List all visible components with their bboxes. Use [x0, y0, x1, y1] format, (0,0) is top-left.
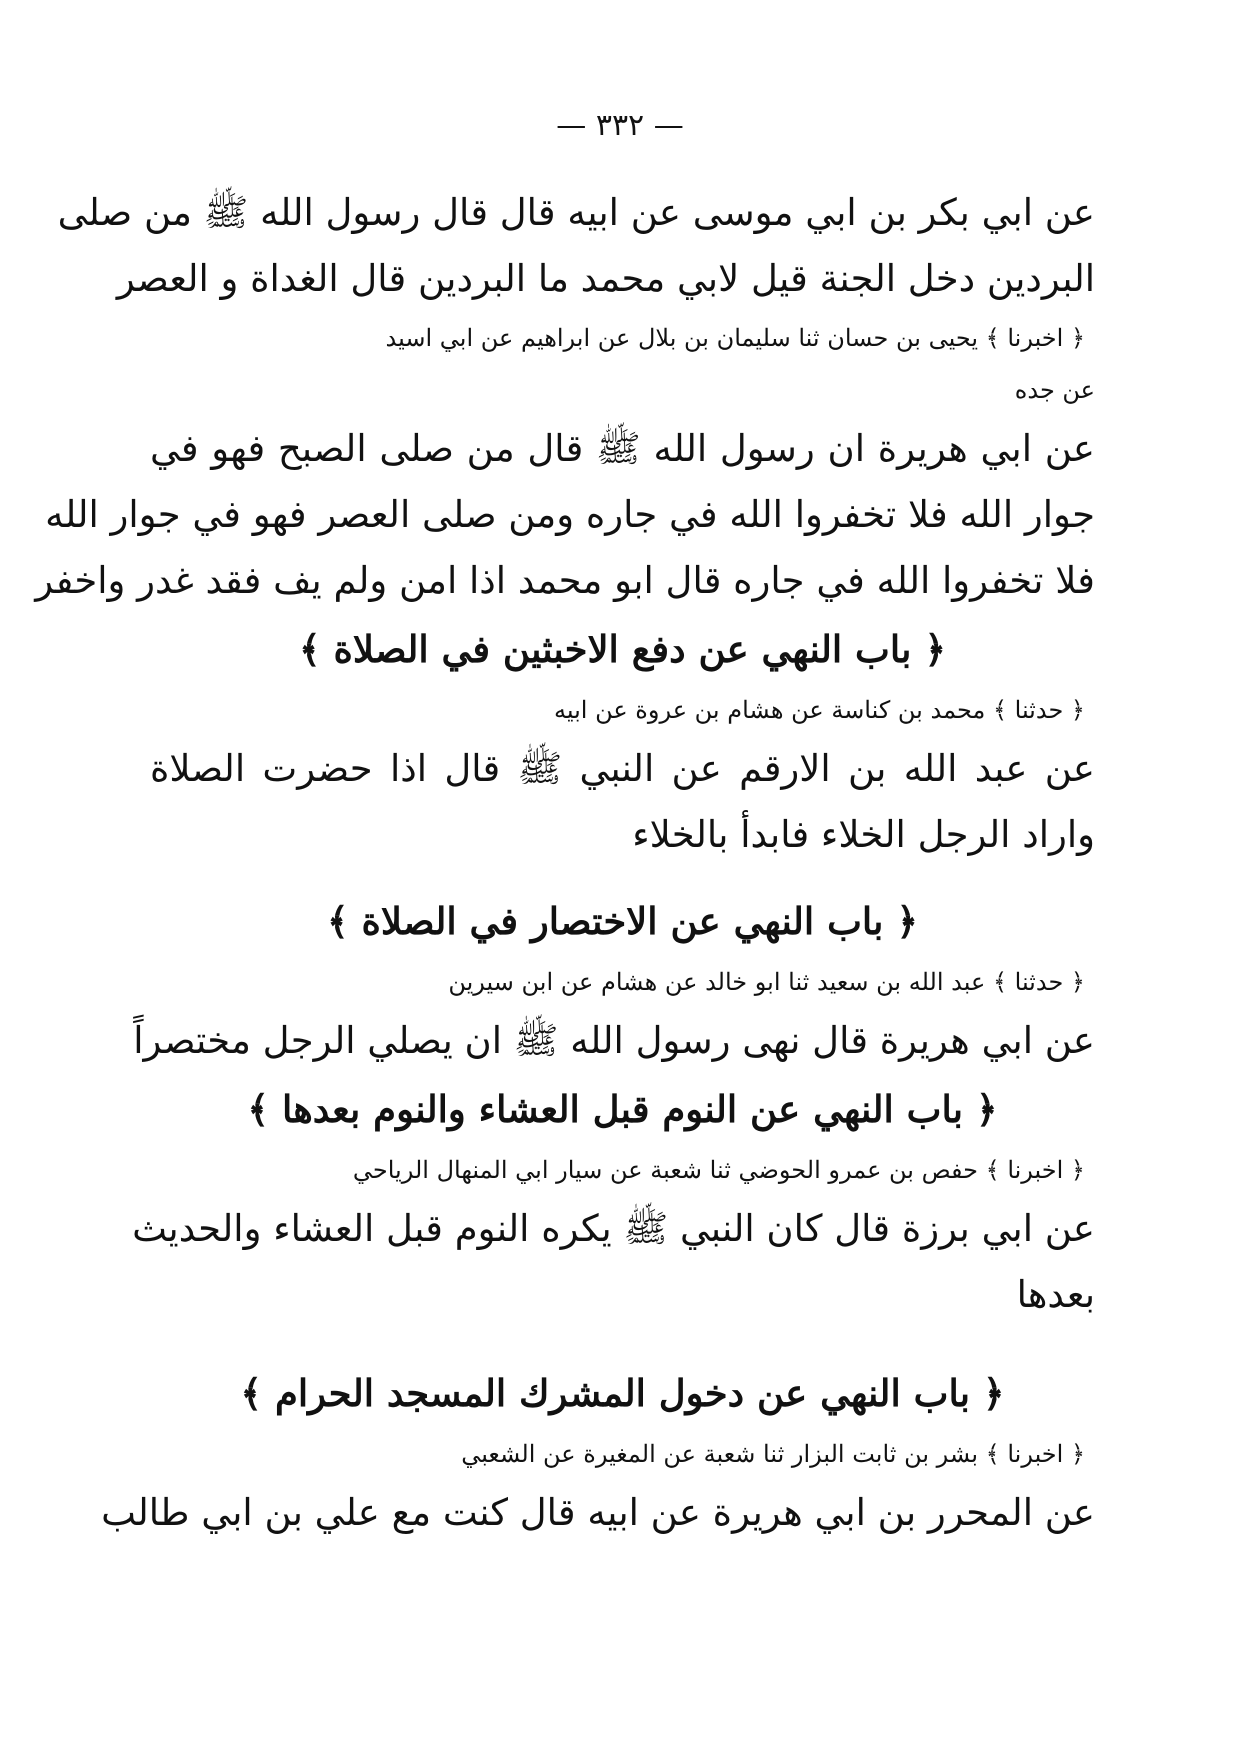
section-gap — [150, 868, 1095, 886]
chapter-heading: ﴿ باب النهي عن دفع الاخبثين في الصلاة ﴾ — [298, 627, 947, 671]
isnad-line: ﴿ اخبرنا ﴾ حفص بن عمرو الحوضي ثنا شعبة عن سيار ابي المنهال الرياحي — [352, 1156, 1085, 1184]
chapter-heading: ﴿ باب النهي عن النوم قبل العشاء والنوم بعدها ﴾ — [247, 1087, 998, 1131]
hadith-line: واراد الرجل الخلاء فابدأ بالخلاء — [632, 813, 1095, 856]
hadith-line: عن ابي هريرة قال نهى رسول الله ﷺ ان يصلي الرجل مختصراً — [133, 1019, 1095, 1062]
isnad-line: ﴿ اخبرنا ﴾ بشر بن ثابت البزار ثنا شعبة عن المغيرة عن الشعبي — [461, 1440, 1085, 1468]
hadith-line: فلا تخفروا الله في جاره قال ابو محمد اذا امن ولم يف فقد غدر واخفر — [35, 559, 1095, 602]
section-gap — [150, 1328, 1095, 1358]
hadith-line: عن ابي هريرة ان رسول الله ﷺ قال من صلى الصبح فهو في — [150, 427, 1095, 470]
hadith-line: بعدها — [1016, 1273, 1095, 1316]
hadith-line: عن ابي بكر بن ابي موسى عن ابيه قال قال رسول الله ﷺ من صلى — [57, 191, 1095, 234]
hadith-line: عن عبد الله بن الارقم عن النبي ﷺ قال اذا حضرت الصلاة — [150, 747, 1095, 790]
isnad-line: عن جده — [1014, 376, 1095, 404]
isnad-line: ﴿ حدثنا ﴾ محمد بن كناسة عن هشام بن عروة عن ابيه — [554, 696, 1085, 724]
hadith-line: عن ابي برزة قال كان النبي ﷺ يكره النوم قبل العشاء والحديث — [132, 1207, 1095, 1250]
page-body — [35, 180, 1095, 1546]
chapter-heading: ﴿ باب النهي عن دخول المشرك المسجد الحرام ﴾ — [240, 1371, 1005, 1415]
isnad-line: ﴿ اخبرنا ﴾ يحيى بن حسان ثنا سليمان بن بلال عن ابراهيم عن ابي اسيد — [385, 324, 1085, 352]
chapter-heading: ﴿ باب النهي عن الاختصار في الصلاة ﴾ — [326, 899, 919, 943]
hadith-line: عن المحرر بن ابي هريرة عن ابيه قال كنت مع علي بن ابي طالب — [101, 1491, 1095, 1534]
isnad-line: ﴿ حدثنا ﴾ عبد الله بن سعيد ثنا ابو خالد عن هشام عن ابن سيرين — [448, 968, 1085, 996]
hadith-line: جوار الله فلا تخفروا الله في جاره ومن صلى العصر فهو في جوار الله — [45, 493, 1095, 536]
hadith-line: البردين دخل الجنة قيل لابي محمد ما البردين قال الغداة و العصر — [116, 257, 1095, 300]
page-number: — ٣٣٢ — — [556, 108, 684, 143]
